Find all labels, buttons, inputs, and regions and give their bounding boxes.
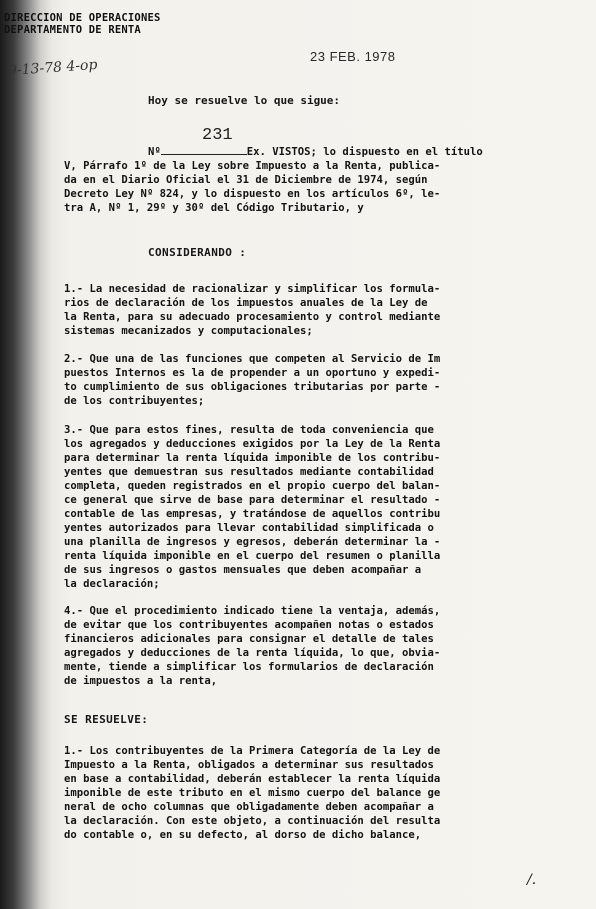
considerando-1-line: rios de declaración de los impuestos anuales de la Ley de: [64, 297, 428, 309]
preamble-line: da en el Diario Oficial el 31 de Diciembre de 1974, según: [64, 174, 428, 186]
considerando-3-line: ce general que sirve de base para determinar el resultado -: [64, 494, 441, 506]
considerando-3-line: completa, queden registrados en el propio cuerpo del balan-: [64, 480, 441, 492]
preamble-line: Decreto Ley Nº 824, y lo dispuesto en los artículos 6º, le-: [64, 188, 441, 200]
handwritten-note: 9-13-78 4-op: [7, 56, 98, 80]
considerando-1-line: la Renta, para su adecuado procesamiento y control mediante: [64, 311, 441, 323]
intro-line: Hoy se resuelve lo que sigue:: [148, 94, 341, 107]
preamble-line-text: Ex. VISTOS; lo dispuesto en el título: [246, 146, 483, 158]
preamble-prefix: Nº: [148, 146, 161, 158]
considerando-4-line: de evitar que los contribuyentes acompañen notas o estados: [64, 619, 434, 631]
resuelve-1-line: en base a contabilidad, deberán establecer la renta líquida: [64, 773, 441, 785]
considerando-3-line: los agregados y deducciones exigidos por la Ley de la Renta: [64, 438, 441, 450]
considerando-3-line: renta líquida imponible en el cuerpo del resumen o planilla: [64, 550, 441, 562]
considerando-3-line: yentes autorizados para llevar contabilidad simplificada o: [64, 522, 434, 534]
considerando-3-line: yentes que demuestran sus resultados mediante contabilidad: [64, 466, 434, 478]
resuelve-1-line: imponible de este tributo en el mismo cuerpo del balance ge: [64, 787, 441, 799]
department-line-1: DIRECCION DE OPERACIONES: [4, 12, 161, 24]
considerando-3-line: la declaración;: [64, 578, 160, 590]
resuelve-1-line: do contable o, en su defecto, al dorso de dicho balance,: [64, 829, 422, 841]
date-stamp: 23 FEB. 1978: [310, 49, 396, 64]
considerando-2-line: puestos Internos es la de propender a un oportuno y expedi-: [64, 367, 441, 379]
considerando-3-line: 3.- Que para estos fines, resulta de toda conveniencia que: [64, 424, 434, 436]
department-line-2: DEPARTAMENTO DE RENTA: [4, 24, 141, 36]
preamble-line: V, Párrafo 1º de la Ley sobre Impuesto a la Renta, publica-: [64, 160, 441, 172]
considerando-1-line: 1.- La necesidad de racionalizar y simplificar los formula-: [64, 283, 441, 295]
considerando-2-line: to cumplimiento de sus obligaciones tributarias por parte -: [64, 381, 441, 393]
considerando-3-line: de sus ingresos o gastos mensuales que deben acompañar a: [64, 564, 422, 576]
resuelve-1-line: 1.- Los contribuyentes de la Primera Categoría de la Ley de: [64, 745, 441, 757]
considerando-4-line: de impuestos a la renta,: [64, 675, 218, 687]
considerando-4-line: 4.- Que el procedimiento indicado tiene la ventaja, además,: [64, 605, 441, 617]
considerando-3-line: contable de las empresas, y tratándose de aquellos contribu: [64, 508, 441, 520]
resolution-number-blank: [161, 145, 247, 155]
considerando-3-line: para determinar la renta líquida imponible de los contribu-: [64, 452, 441, 464]
resuelve-1-line: Impuesto a la Renta, obligados a determinar sus resultados: [64, 759, 434, 771]
resuelve-1-line: neral de ocho columnas que obligadamente deben acompañar a: [64, 801, 434, 813]
preamble-line: tra A, Nº 1, 29º y 30º del Código Tributario, y: [64, 202, 364, 214]
considerando-2-line: de los contribuyentes;: [64, 395, 205, 407]
department-header: [4, 12, 161, 36]
considerando-4-line: financieros adicionales para consignar el detalle de tales: [64, 633, 434, 645]
resolution-number: 231: [202, 126, 233, 145]
considerando-4-line: mente, tiende a simplificar los formularios de declaración: [64, 661, 434, 673]
considerando-1-line: sistemas mecanizados y computacionales;: [64, 325, 313, 337]
considerando-4-line: agregados y deducciones de la renta líquida, lo que, obvia-: [64, 647, 441, 659]
considerando-2-line: 2.- Que una de las funciones que competen al Servicio de Im: [64, 353, 441, 365]
considerando-3-line: una planilla de ingresos y egresos, deberán determinar la -: [64, 536, 441, 548]
considerando-heading: CONSIDERANDO :: [148, 246, 247, 259]
page-end-mark: /.: [527, 872, 537, 888]
resuelve-1-line: la declaración. Con este objeto, a continuación del resulta: [64, 815, 441, 827]
preamble-line: [148, 145, 483, 159]
resuelve-heading: SE RESUELVE:: [64, 713, 149, 726]
